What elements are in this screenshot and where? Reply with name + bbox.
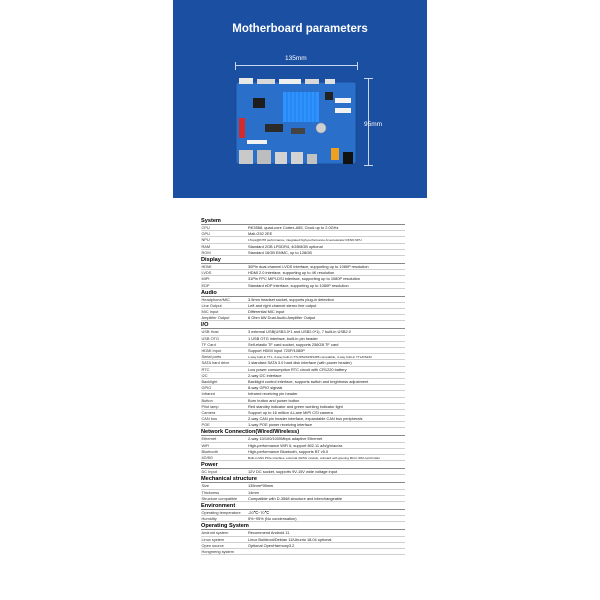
section-heading: Audio xyxy=(201,289,405,297)
spec-value: Left and right channel stereo line output xyxy=(248,302,317,308)
spec-value: Self-elastic TF card socket, supports 256GB TF card xyxy=(248,341,339,347)
spec-value: RK3568, quad-core Cortex-A55, Clock up to 2.0GHz xyxy=(248,225,339,230)
spec-value: 2-way 10/100/1000Mbps adaptive Ethernet xyxy=(248,436,323,442)
height-dimension-tick-top xyxy=(364,78,373,79)
spec-key: NPU xyxy=(201,237,210,243)
spec-key: 4G/5G xyxy=(201,455,213,460)
spec-value: 1 USB OTG interface, built-in pin header xyxy=(248,335,318,341)
spec-key: LVDS xyxy=(201,270,212,276)
spec-value: Recommend Android 11 xyxy=(248,530,290,536)
spec-row xyxy=(201,549,405,555)
spec-key: Backlight xyxy=(201,378,218,384)
spec-value: HDMI 2.0 interface, supporting up to 4K resolution xyxy=(248,270,335,276)
spec-key: RAM xyxy=(201,243,211,249)
spec-value: 1-way built-in TTL, 3-way built-in TTL/RS232/RS485 compatible, 4-way built-in TTL/RS232 xyxy=(248,355,372,360)
spec-key: Bluetooth xyxy=(201,448,218,454)
section-heading: Power xyxy=(201,461,405,469)
spec-key: Camera xyxy=(201,409,216,415)
spec-key: Android system xyxy=(201,530,229,536)
spec-key: MIC Input xyxy=(201,309,219,315)
spec-key: Serial ports xyxy=(201,354,222,360)
spec-value: Support up to 16 million 4-Lane MIPI CSI camera xyxy=(248,409,333,415)
spec-value: 30Pin dual-channel LVDS interface, supporting up to 1080P resolution xyxy=(248,263,369,269)
product-banner xyxy=(173,0,427,198)
spec-value: 2-way CAN pin header interface, expandable CAN bus peripherals xyxy=(248,416,363,422)
spec-value: Burn button and power button xyxy=(248,397,300,403)
spec-key: USB Host xyxy=(201,329,219,335)
spec-value: 1-way POE power receiving interface xyxy=(248,422,313,428)
spec-key: Hongmeng system xyxy=(201,548,234,554)
spec-key: Operating temperature xyxy=(201,509,241,515)
section-heading: I/O xyxy=(201,321,405,329)
width-dimension-line xyxy=(235,65,358,66)
spec-key: HDMI Input xyxy=(201,348,222,353)
spec-key: DC Input xyxy=(201,469,217,475)
spec-key: Pilot lamp xyxy=(201,403,219,409)
spec-value: 3 external USB(USB3.0*1 and USB2.0*1), 7 built-in USB2.0 xyxy=(248,329,351,335)
spec-key: Button xyxy=(201,397,213,403)
motherboard-illustration xyxy=(235,78,357,166)
spec-value: Compatible with D-3568 structure and interchangeable xyxy=(248,495,343,501)
spec-value: Standard 2GB LPDDR4, 4GB/8GB optional xyxy=(248,243,323,249)
spec-table xyxy=(201,217,405,555)
width-dimension-label: 135mm xyxy=(285,55,307,62)
spec-key: RTC xyxy=(201,366,210,372)
spec-key: Humidity xyxy=(201,516,217,522)
spec-key: Ethernet xyxy=(201,436,217,442)
spec-key: GPIO xyxy=(201,385,212,391)
spec-value: Backlight control interface, supports switch and brightness adjustment xyxy=(248,378,369,384)
spec-key: MIPI xyxy=(201,276,210,282)
spec-value xyxy=(248,549,405,554)
section-heading: Mechanical structure xyxy=(201,475,405,483)
spec-key: Linux system xyxy=(201,536,225,542)
width-dimension-tick-right xyxy=(357,62,358,70)
spec-value: -20℃~70℃ xyxy=(248,509,269,515)
spec-value: Linux Buildroot/Debian 11/Ubuntu 18.04 optional xyxy=(248,536,332,542)
banner-title: Motherboard parameters xyxy=(232,23,368,35)
spec-value: Red standby indicator and green working indicator light xyxy=(248,403,343,409)
spec-value: High-performance Bluetooth, supports BT v5.0 xyxy=(248,448,329,454)
section-heading: Environment xyxy=(201,502,405,510)
spec-key: Structure compatible xyxy=(201,495,238,501)
spec-key: I2C xyxy=(201,372,208,378)
height-dimension-label: 95mm xyxy=(364,121,383,128)
spec-key: POE xyxy=(201,422,210,428)
spec-key: GPU xyxy=(201,231,210,237)
spec-key: Thickness xyxy=(201,489,220,495)
spec-key: USB OTG xyxy=(201,335,220,341)
spec-key: HDMI xyxy=(201,263,212,269)
spec-value: Low power consumption RTC circuit with CR1220 battery xyxy=(248,366,347,372)
spec-value: Support HDMI Input 720P/1080P xyxy=(248,348,305,353)
spec-key: Amplifier Output xyxy=(201,315,230,321)
width-dimension-tick-left xyxy=(235,62,236,70)
spec-key: SATA hard drive xyxy=(201,360,230,366)
spec-key: CAN bus xyxy=(201,416,218,422)
spec-value: 31Pin FPC MIPI-DSI interface, supporting up to 1080P resolution xyxy=(248,276,360,282)
spec-key: Headphone/MIC xyxy=(201,296,230,302)
spec-key: Infrared xyxy=(201,391,215,397)
spec-value: 14mm xyxy=(248,489,259,495)
spec-key: ROM xyxy=(201,249,211,255)
height-dimension-tick-bottom xyxy=(364,165,373,166)
spec-value: Standard eDP interface, supporting up to 1080P resolution xyxy=(248,282,349,288)
spec-key: Line Output xyxy=(201,302,222,308)
spec-value: High-performance WiFi 6, support 802.11 a/b/g/n/ac/ax xyxy=(248,442,343,448)
spec-value: Mali-G52 2EE xyxy=(248,231,273,237)
spec-value: 135mm*95mm xyxy=(248,483,274,489)
spec-value: Infrared receiving pin header xyxy=(248,391,298,397)
section-heading: Operating System xyxy=(201,522,405,530)
spec-value: 8 Ohm 6W Dual Audio Amplifier Output xyxy=(248,315,316,321)
spec-value: Standard 16GB EMMC, up to 128GB xyxy=(248,249,312,255)
spec-key: TF Card xyxy=(201,341,216,347)
spec-key: WiFi xyxy=(201,442,210,448)
spec-value: 1 standard SATA 3.0 hard disk interface (with power header) xyxy=(248,360,352,366)
spec-value: 8-way GPIO signals xyxy=(248,385,283,391)
spec-value: Optional OpenHarmony3.2 xyxy=(248,542,295,548)
spec-value: 12V DC socket, supports 9V-15V wide voltage input xyxy=(248,469,338,475)
spec-value: 3.5mm headset socket, supports plug-in detection xyxy=(248,296,334,302)
spec-value: Differential MIC input xyxy=(248,309,285,315)
spec-value: 5%~95% (No condensation) xyxy=(248,516,297,522)
section-heading: Network Connection(Wired/Wireless) xyxy=(201,428,405,436)
section-heading: System xyxy=(201,217,405,225)
spec-value: 2-way I2C interface xyxy=(248,372,282,378)
spec-value: Built-in Mini PCIe interface, external 4G/5G module, onboard self-opening Micro SIM card holder xyxy=(248,456,381,460)
spec-value: 1Tops@INT8 performance, integrated high-performance AI accelerator RKNN NPU xyxy=(248,238,362,243)
spec-key: Open source xyxy=(201,542,224,548)
spec-key: CPU xyxy=(201,225,210,230)
section-heading: Display xyxy=(201,256,405,264)
spec-key: Size xyxy=(201,483,210,489)
spec-key: EDP xyxy=(201,282,210,288)
